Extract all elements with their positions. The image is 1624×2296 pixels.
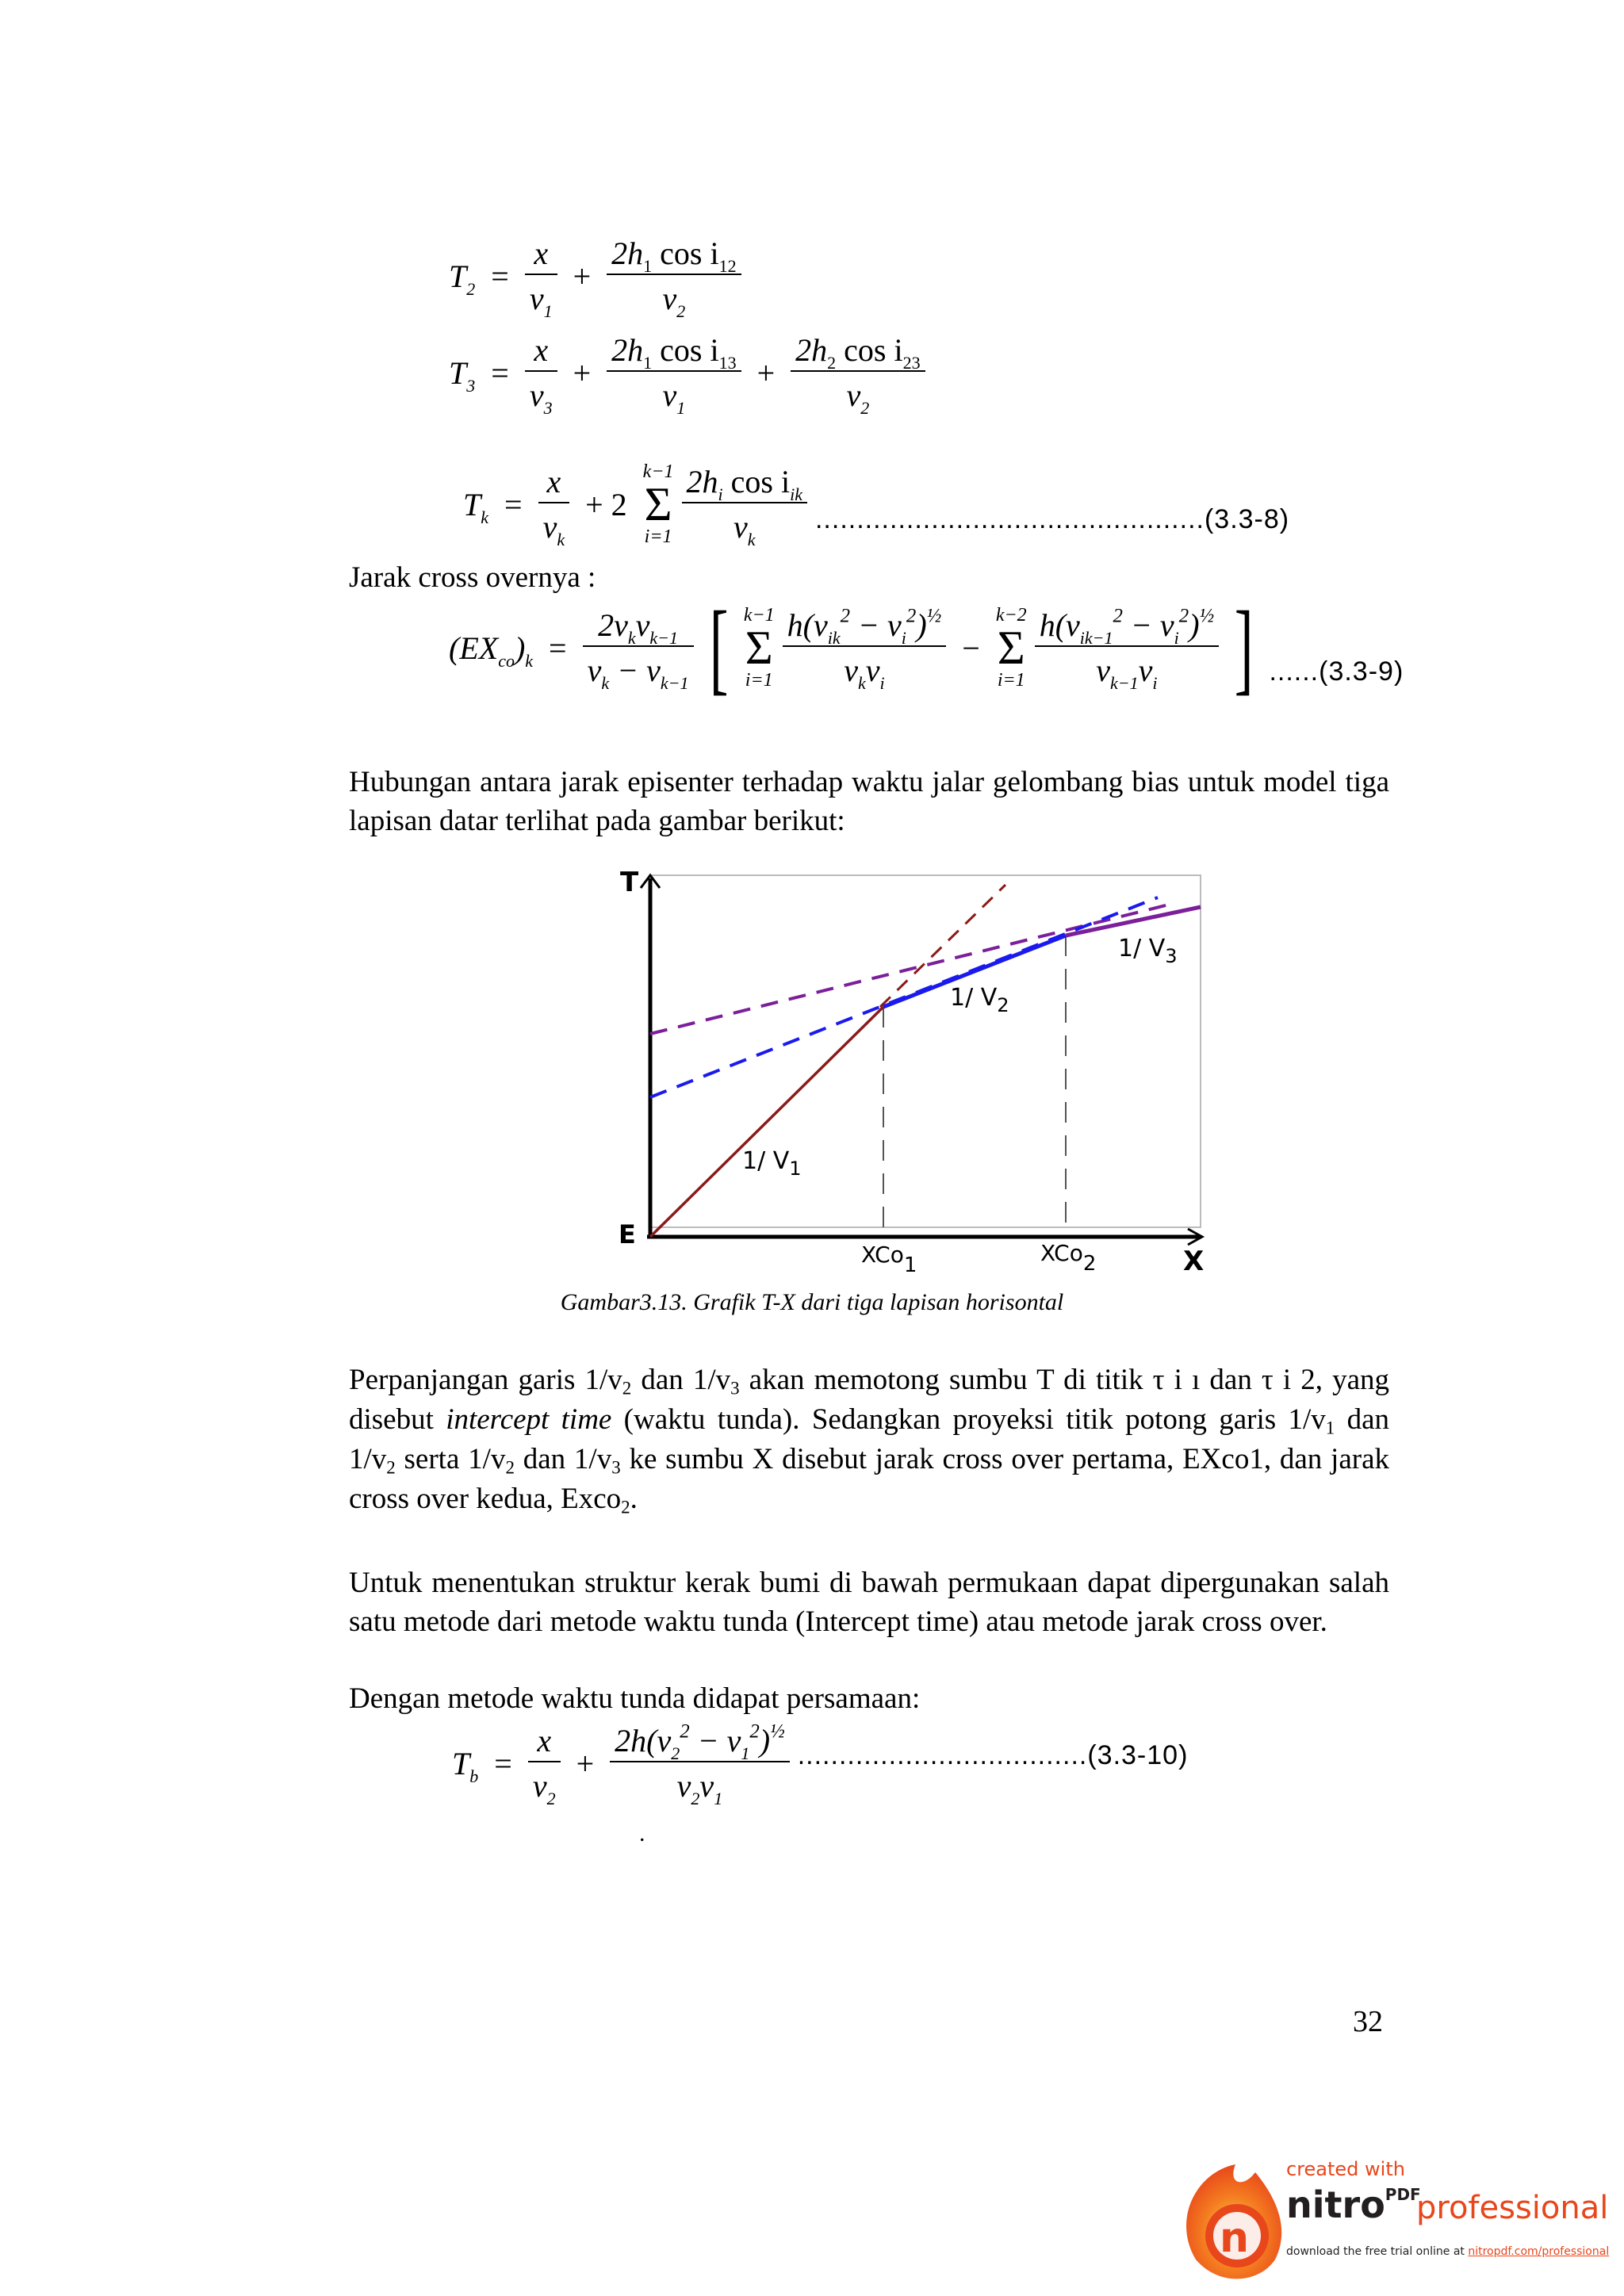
- label-v1: 1/ $V_1$: [742, 1147, 802, 1180]
- label-xco1: XCo1: [861, 1242, 917, 1277]
- logo-product: professional: [1416, 2190, 1609, 2226]
- v3-segment: [1066, 907, 1201, 936]
- equation-exco: $(EX_{co})_k$ = $\frac{2v_kv_{k-1}}{v_k - v_{k-1}}$ [ k−1 Σ i=1 $\frac{h(v_{ik}^2 - v_i^2)^{\frac{1}{2}}}{v_kv_i}$ − k−2 Σ i=1 $\frac{h(v_{ik-1}^2 - v_i^2)^{\frac{1}{2}}}{v_{k-1}v_i}$ ] ......(3.3-9): [449, 591, 1404, 705]
- svg-text:n: n: [1220, 2214, 1250, 2262]
- paragraph-hubungan: Hubungan antara jarak episenter terhadap waktu jalar gelombang bias untuk model tiga lapisan datar terlihat pada gambar berikut:: [349, 766, 1389, 837]
- logo-created-with: created with: [1286, 2158, 1405, 2180]
- summation-symbol: k−1 Σ i=1: [642, 461, 674, 547]
- tx-graph-figure: [611, 864, 1229, 1284]
- logo-tagline: download the free trial online at nitropdf.com/professional: [1286, 2245, 1610, 2258]
- t-axis-label: T: [620, 867, 639, 898]
- equation-tb: $T_b$ = $\frac{x}{v_2}$ + $\frac{2h(v_2^2 - v_1^2)^{\frac{1}{2}}}{v_2v_1}$ ...................................(3.3-10): [452, 1720, 1189, 1808]
- paragraph-dengan: Dengan metode waktu tunda didapat persamaan:: [349, 1682, 921, 1715]
- v3-extension-dashed: [650, 904, 1172, 1034]
- equation-t3: $T_3$ = $\frac{x}{v_3}$ + $\frac{2h_1 \cos i_{13}}{v_1}$ + $\frac{2h_2 \cos i_{23}}{v_2}$: [449, 331, 925, 414]
- label-v3: 1/ $V_3$: [1118, 935, 1178, 967]
- logo-brand: nitro$^{PDF}$: [1286, 2183, 1421, 2226]
- equation-t2: $T_2$ = $\frac{x}{v_1}$ + $\frac{2h_1 \cos i_{12}}{v_2}$: [449, 235, 741, 317]
- v1-segment: [650, 1007, 883, 1237]
- jarak-label: Jarak cross overnya :: [349, 561, 596, 594]
- x-axis-label: X: [1183, 1246, 1205, 1277]
- stray-dot: .: [639, 1820, 645, 1846]
- nitro-pdf-logo[interactable]: [1180, 2141, 1608, 2288]
- origin-label: E: [619, 1219, 636, 1249]
- page-number: 32: [1353, 2005, 1383, 2038]
- label-v2: 1/ $V_2$: [950, 984, 1009, 1016]
- paragraph-untuk: Untuk menentukan struktur kerak bumi di bawah permukaan dapat dipergunakan salah satu metode dari metode waktu tunda (Intercept time) atau metode jarak cross over.: [349, 1567, 1389, 1638]
- label-xco2: XCo2: [1040, 1240, 1097, 1276]
- equation-tk: $T_k$ = $\frac{x}{v_k}$ + 2 k−1 Σ i=1 $\frac{2h_i \cos i_{ik}}{v_k}$ ...............................................(3.3-8): [463, 461, 1290, 549]
- figure-caption: Gambar3.13. Grafik T-X dari tiga lapisan horisontal: [560, 1289, 1064, 1315]
- paragraph-perpanjangan: Perpanjangan garis $1/v_2$ dan $1/v_3$ akan memotong sumbu T di titik τ i ı dan τ i 2, yang disebut intercept time (waktu tunda). Sedangkan proyeksi titik potong garis $1/v_1$ dan $1/v_2$ serta $1/v_2$ dan $1/v_3$ ke sumbu X disebut jarak cross over pertama, EXco1, dan jarak cross over kedua, Exco$_2$.: [349, 1364, 1390, 1517]
- figure-frame: [650, 875, 1201, 1227]
